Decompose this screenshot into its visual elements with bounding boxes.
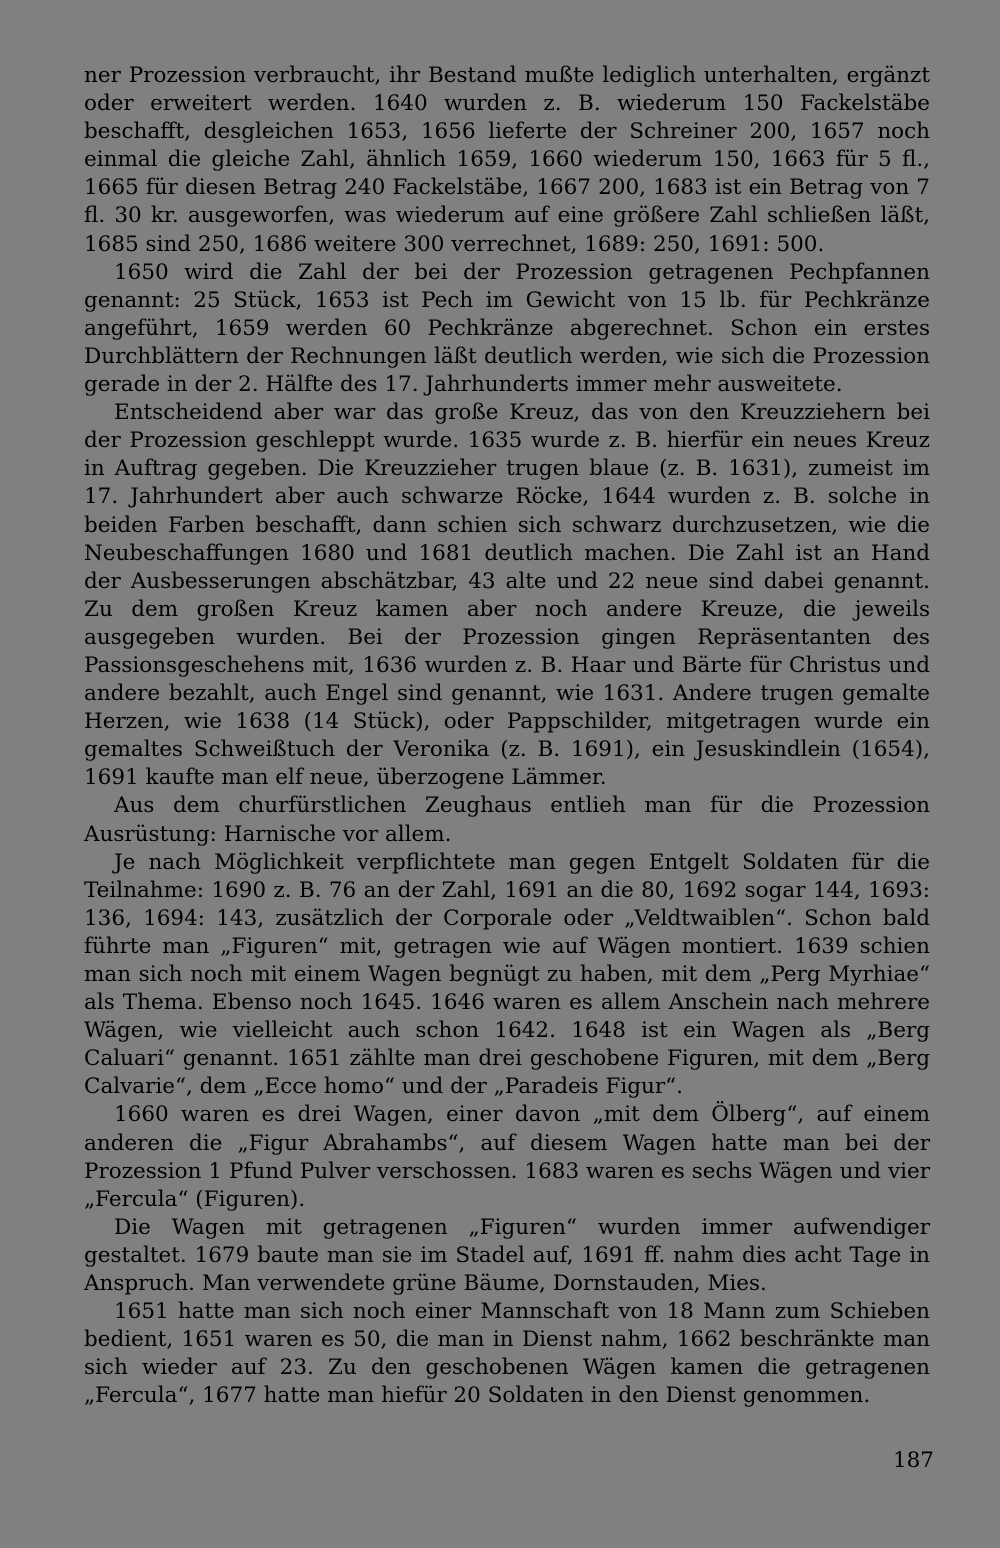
page-body — [84, 62, 930, 1411]
paragraph-8: 1651 hatte man sich noch einer Mannschaft von 18 Mann zum Schieben bedient, 1651 waren es 50, die man in Dienst nahm, 1662 beschränkte man sich wieder auf 23. Zu den geschobenen Wägen kamen die getragenen „Fercula“, 1677 hatte man hiefür 20 Soldaten in den Dienst genommen. — [84, 1299, 930, 1409]
paragraph-6: 1660 waren es drei Wagen, einer davon „mit dem Ölberg“, auf einem anderen die „Figur Abrahambs“, auf diesem Wagen hatte man bei der Prozession 1 Pfund Pulver verschossen. 1683 waren es sechs Wägen und vier „Fercula“ (Figuren). — [84, 1102, 930, 1212]
paragraph-4: Aus dem churfürstlichen Zeughaus entlieh man für die Prozession Ausrüstung: Harnische vor allem. — [84, 793, 930, 847]
paragraph-1: ner Prozession verbraucht, ihr Bestand mußte lediglich unterhalten, ergänzt oder erweitert werden. 1640 wurden z. B. wiederum 150 Fackelstäbe beschafft, desgleichen 1653, 1656 lieferte der Schreiner 200, 1657 noch einmal die gleiche Zahl, ähnlich 1659, 1660 wiederum 150, 1663 für 5 fl., 1665 für diesen Betrag 240 Fackelstäbe, 1667 200, 1683 ist ein Betrag von 7 fl. 30 kr. ausgeworfen, was wiederum auf eine größere Zahl schließen läßt, 1685 sind 250, 1686 weitere 300 verrechnet, 1689: 250, 1691: 500. — [84, 63, 930, 257]
paragraph-3: Entscheidend aber war das große Kreuz, das von den Kreuzziehern bei der Prozession geschleppt wurde. 1635 wurde z. B. hierfür ein neues Kreuz in Auftrag gegeben. Die Kreuzzieher trugen blaue (z. B. 1631), zumeist im 17. Jahrhundert aber auch schwarze Röcke, 1644 wurden z. B. solche in beiden Farben beschafft, dann schien sich schwarz durchzusetzen, wie die Neubeschaffungen 1680 und 1681 deutlich machen. Die Zahl ist an Hand der Ausbesserungen abschätzbar, 43 alte und 22 neue sind dabei genannt. Zu dem großen Kreuz kamen aber noch andere Kreuze, die jeweils ausgegeben wurden. Bei der Prozession gingen Repräsentanten des Passionsgeschehens mit, 1636 wurden z. B. Haar und Bärte für Christus und andere bezahlt, auch Engel sind genannt, wie 1631. Andere trugen gemalte Herzen, wie 1638 (14 Stück), oder Pappschilder, mitgetragen wurde ein gemaltes Schweißtuch der Veronika (z. B. 1691), ein Jesuskindlein (1654), 1691 kaufte man elf neue, überzogene Lämmer. — [84, 400, 930, 791]
paragraph-7: Die Wagen mit getragenen „Figuren“ wurden immer aufwendiger gestaltet. 1679 baute man sie im Stadel auf, 1691 ff. nahm dies acht Tage in Anspruch. Man verwendete grüne Bäume, Dornstauden, Mies. — [84, 1214, 930, 1297]
paragraph-5: Je nach Möglichkeit verpflichtete man gegen Entgelt Soldaten für die Teilnahme: 1690 z. B. 76 an der Zahl, 1691 an die 80, 1692 sogar 144, 1693: 136, 1694: 143, zusätzlich der Corporale oder „Veldtwaiblen“. Schon bald führte man „Figuren“ mit, getragen wie auf Wägen montiert. 1639 schien man sich noch mit einem Wagen begnügt zu haben, mit dem „Perg Myrhiae“ als Thema. Ebenso noch 1645. 1646 waren es allem Anschein nach mehrere Wägen, wie vielleicht auch schon 1642. 1648 ist ein Wagen als „Berg Caluari“ genannt. 1651 zählte man drei geschobene Figuren, mit dem „Berg Calvarie“, dem „Ecce homo“ und der „Paradeis Figur“. — [84, 849, 930, 1100]
page-number: 187 — [892, 1448, 934, 1473]
paragraph-2: 1650 wird die Zahl der bei der Prozession getragenen Pechpfannen genannt: 25 Stück, 1653 ist Pech im Gewicht von 15 lb. für Pechkränze angeführt, 1659 werden 60 Pechkränze abgerechnet. Schon ein erstes Durchblättern der Rechnungen läßt deutlich werden, wie sich die Prozession gerade in der 2. Hälfte des 17. Jahrhunderts immer mehr ausweitete. — [84, 259, 930, 398]
